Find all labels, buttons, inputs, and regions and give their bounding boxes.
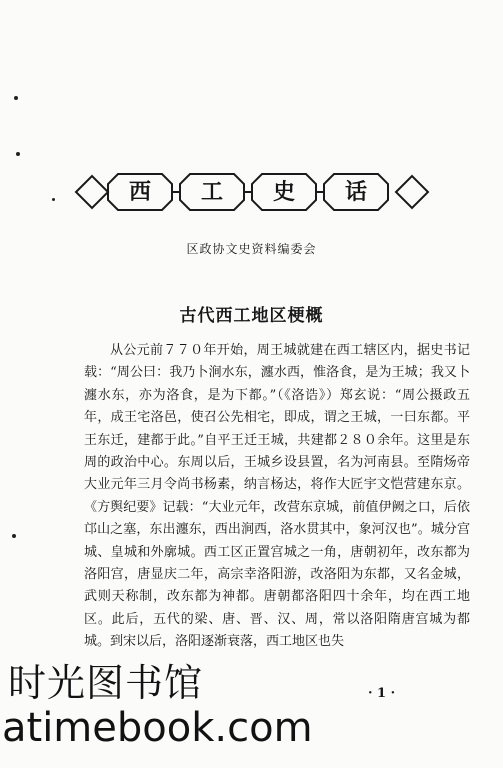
watermark-title: 时光图书馆 xyxy=(8,661,204,705)
page-number: · 1 · xyxy=(368,686,396,701)
article-body xyxy=(84,340,470,654)
scan-speck xyxy=(16,152,20,156)
scan-speck xyxy=(14,96,18,100)
scan-speck xyxy=(12,534,16,538)
body-paragraph: 从公元前７７０年开始，周王城就建在西工辖区内，据史书记载：“周公曰：我乃卜涧水东，瀍水西，惟洛食，是为王城；我又卜瀍水东，亦为洛食，是为下都。”（《洛诰》）郑玄说：“周公摄政五年，成王宅洛邑，使召公先相宅，即成，谓之王城，一曰东都。平王东迁，建都于此。”自平王迁王城，共建都２８０余年。这里是东周的政治中心。东周以后，王城乡设县置，名为河南县。至隋炀帝大业元年三月令尚书杨素，纳言杨达，将作大匠宇文恺营建东京。《方舆纪要》记载：“大业元年，改营东京城，前值伊阙之口，后依邙山之塞，东出瀍东，西出涧西，洛水贯其中，象河汉也”。城分宫城、皇城和外廓城。西工区正置宫城之一角，唐朝初年，改东都为洛阳宫，唐显庆二年，高宗幸洛阳游，改洛阳为东都，又名金城，武则天称制，改东都为神都。唐朝都洛阳四十余年，均在西工地区。此后，五代的梁、唐、晋、汉、周，常以洛阳隋唐宫城为都城。到宋以后，洛阳逐渐衰落，西工地区也失 xyxy=(84,343,470,650)
banner-char-hua: 话 xyxy=(344,179,367,205)
editor-line: 区政协文史资料编委会 xyxy=(186,242,317,256)
watermark-url: atimebook.com xyxy=(2,705,313,751)
scan-speck xyxy=(52,198,55,201)
banner-char-gong: 工 xyxy=(200,179,223,205)
banner-char-shi: 史 xyxy=(272,179,295,205)
column-banner xyxy=(72,168,432,216)
banner-char-xi: 西 xyxy=(128,179,151,205)
article-title: 古代西工地区梗概 xyxy=(179,306,324,326)
